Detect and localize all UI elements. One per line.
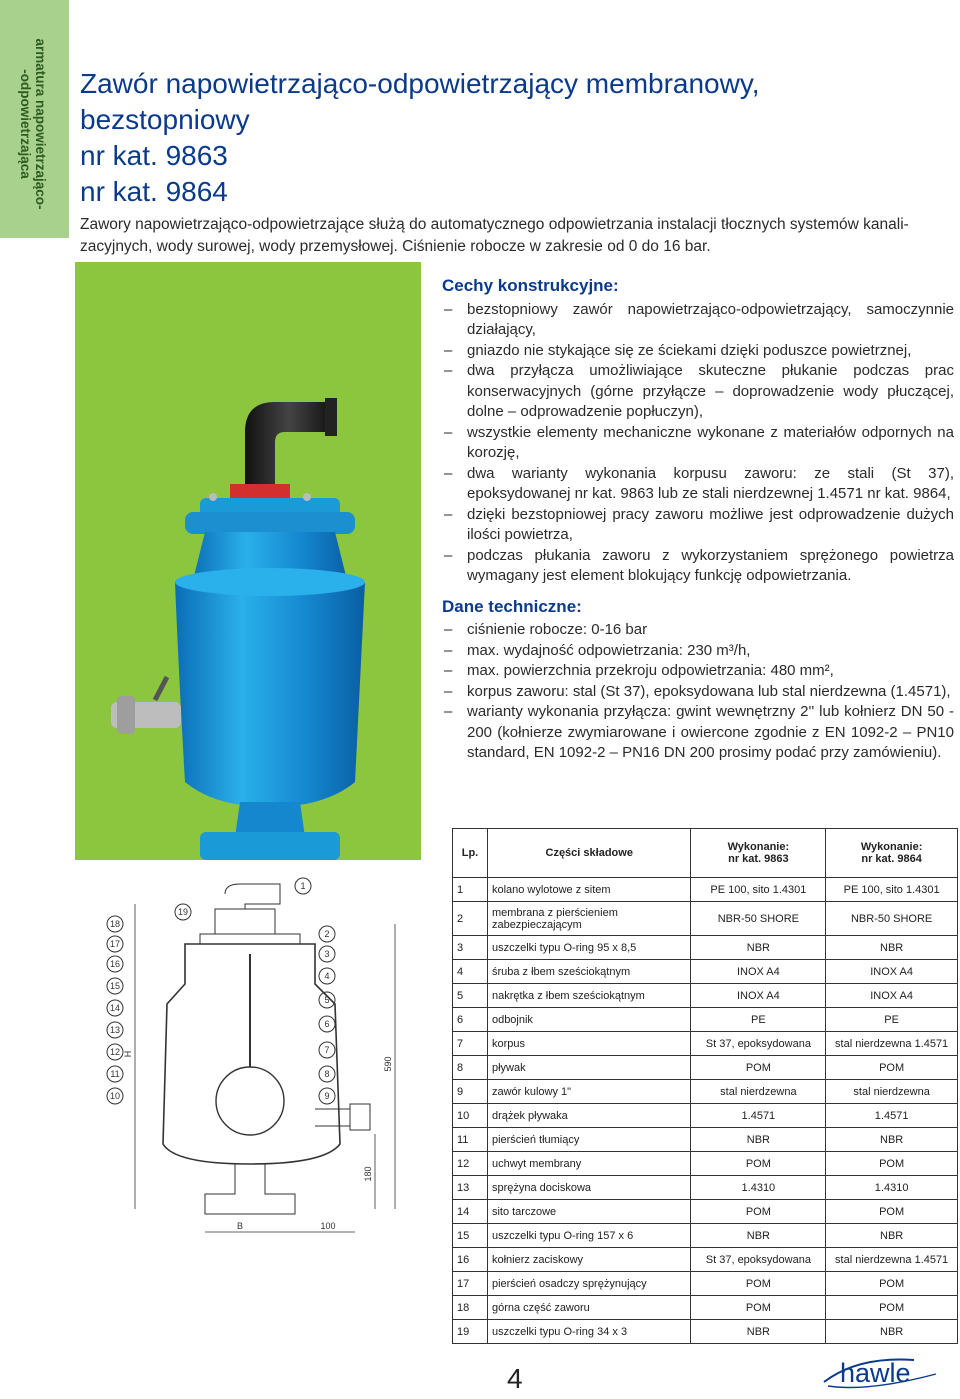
cell-9863: St 37, epoksydowana	[691, 1032, 826, 1056]
cell-part: sito tarczowe	[487, 1200, 691, 1224]
col-header-lp: Lp.	[453, 829, 488, 878]
feature-item: – dwa warianty wykonania korpusu zaworu: ze stali (St 37), epoksydowanej nr kat. 9863 lub ze stali nierdzewnej 1.4571 nr kat. 9864,	[442, 464, 954, 505]
cell-part: pierścień tłumiący	[487, 1128, 691, 1152]
cell-9863: POM	[691, 1056, 826, 1080]
dim-b: B	[236, 1221, 244, 1231]
callout-2: 2	[324, 929, 330, 939]
cell-part: korpus	[487, 1032, 691, 1056]
col-header-9864: Wykonanie: nr kat. 9864	[826, 829, 958, 878]
callout-15: 15	[109, 981, 121, 991]
callout-16: 16	[109, 959, 121, 969]
table-row	[453, 1176, 958, 1200]
feature-item: – bezstopniowy zawór napowietrzająco-odpowietrzający, samoczynnie działający,	[442, 300, 954, 341]
callout-8: 8	[324, 1069, 330, 1079]
callout-11: 11	[110, 1069, 120, 1079]
col-header-parts: Części składowe	[487, 829, 691, 878]
callout-1: 1	[300, 881, 306, 891]
cell-lp: 6	[453, 1008, 488, 1032]
cell-part: uchwyt membrany	[487, 1152, 691, 1176]
cell-9864: INOX A4	[826, 960, 958, 984]
cell-lp: 1	[453, 878, 488, 902]
hawle-logo	[818, 1352, 940, 1397]
callout-14: 14	[109, 1003, 121, 1013]
cell-9864: 1.4310	[826, 1176, 958, 1200]
dim-180: 180	[363, 1166, 373, 1182]
cell-9864: NBR	[826, 936, 958, 960]
cell-9863: POM	[691, 1272, 826, 1296]
table-row	[453, 936, 958, 960]
table-row	[453, 1224, 958, 1248]
cell-9864: PE	[826, 1008, 958, 1032]
cell-lp: 18	[453, 1296, 488, 1320]
cell-lp: 14	[453, 1200, 488, 1224]
cell-part: zawór kulowy 1"	[487, 1080, 691, 1104]
cell-part: pływak	[487, 1056, 691, 1080]
table-row	[453, 960, 958, 984]
hawle-logo-mark	[818, 1352, 940, 1392]
table-row	[453, 1320, 958, 1344]
features-column	[442, 276, 954, 774]
cell-lp: 9	[453, 1080, 488, 1104]
table-row	[453, 1104, 958, 1128]
tech-heading: Dane techniczne:	[442, 596, 582, 616]
cell-lp: 15	[453, 1224, 488, 1248]
cell-part: membrana z pierścieniem zabezpieczającym	[487, 902, 691, 936]
cell-part: kołnierz zaciskowy	[487, 1248, 691, 1272]
callout-5: 5	[324, 995, 330, 1005]
product-photo	[75, 262, 421, 860]
tech-item: – korpus zaworu: stal (St 37), epoksydowana lub stal nierdzewna (1.4571),	[442, 682, 954, 703]
cell-9864: 1.4571	[826, 1104, 958, 1128]
technical-drawing	[75, 864, 437, 1250]
callout-18: 18	[109, 919, 121, 929]
col-header-9863: Wykonanie: nr kat. 9863	[691, 829, 826, 878]
callout-17: 17	[109, 939, 121, 949]
callout-13: 13	[109, 1025, 121, 1035]
cell-9864: POM	[826, 1272, 958, 1296]
cell-9864: PE 100, sito 1.4301	[826, 878, 958, 902]
tech-list	[442, 620, 954, 764]
cell-9863: POM	[691, 1152, 826, 1176]
tech-item: – max. wydajność odpowietrzania: 230 m³/h,	[442, 641, 954, 662]
table-row	[453, 1008, 958, 1032]
cell-9864: POM	[826, 1152, 958, 1176]
cell-9863: 1.4571	[691, 1104, 826, 1128]
tech-item: – max. powierzchnia przekroju odpowietrzania: 480 mm²,	[442, 661, 954, 682]
feature-item: – dzięki bezstopniowej pracy zaworu możliwe jest odprowadzenie dużych ilości powietrza,	[442, 505, 954, 546]
cell-9864: NBR	[826, 1128, 958, 1152]
cell-lp: 8	[453, 1056, 488, 1080]
features-list	[442, 300, 954, 587]
cell-lp: 16	[453, 1248, 488, 1272]
cell-lp: 19	[453, 1320, 488, 1344]
callout-6: 6	[324, 1019, 330, 1029]
cell-9863: PE	[691, 1008, 826, 1032]
dim-590: 590	[383, 1056, 393, 1072]
callout-4: 4	[324, 971, 330, 981]
cell-9863: PE 100, sito 1.4301	[691, 878, 826, 902]
cell-lp: 11	[453, 1128, 488, 1152]
table-row	[453, 1056, 958, 1080]
table-row	[453, 1152, 958, 1176]
intro-paragraph: Zawory napowietrzająco-odpowietrzające służą do automatycznego odpowietrzania instalacji tłocznych systemów kanali- zacyjnych, wody surowej, wody przemysłowej. Ciśnienie robocze w zakresie od 0 do 16 bar.	[80, 216, 909, 255]
valve-illustration	[75, 262, 421, 860]
cell-9863: NBR	[691, 1320, 826, 1344]
title-line-3: nr kat. 9863	[80, 140, 228, 171]
cell-part: drążek pływaka	[487, 1104, 691, 1128]
feature-item: – podczas płukania zaworu z wykorzystaniem sprężonego powietrza wymagany jest element blokujący funkcję odpowietrzania.	[442, 546, 954, 587]
logo-text: hawle	[840, 1358, 911, 1388]
cell-part: odbojnik	[487, 1008, 691, 1032]
cell-9863: POM	[691, 1296, 826, 1320]
cell-9864: stal nierdzewna	[826, 1080, 958, 1104]
tech-item: – ciśnienie robocze: 0-16 bar	[442, 620, 954, 641]
cell-9864: NBR	[826, 1320, 958, 1344]
cell-lp: 2	[453, 902, 488, 936]
dim-100: 100	[320, 1221, 336, 1231]
dim-h: H	[123, 1050, 133, 1058]
cell-9863: NBR-50 SHORE	[691, 902, 826, 936]
feature-item: – wszystkie elementy mechaniczne wykonane z materiałów odpornych na korozję,	[442, 423, 954, 464]
table-row	[453, 1032, 958, 1056]
page-number: 4	[507, 1363, 523, 1394]
cell-9863: INOX A4	[691, 984, 826, 1008]
table-row	[453, 1128, 958, 1152]
cell-lp: 7	[453, 1032, 488, 1056]
title-line-4: nr kat. 9864	[80, 176, 228, 207]
cell-9864: POM	[826, 1200, 958, 1224]
cell-lp: 10	[453, 1104, 488, 1128]
table-row	[453, 902, 958, 936]
cell-part: pierścień osadczy sprężynujący	[487, 1272, 691, 1296]
cell-lp: 13	[453, 1176, 488, 1200]
cell-9864: NBR-50 SHORE	[826, 902, 958, 936]
callout-7: 7	[324, 1045, 330, 1055]
cell-lp: 12	[453, 1152, 488, 1176]
cell-9864: INOX A4	[826, 984, 958, 1008]
cell-part: sprężyna dociskowa	[487, 1176, 691, 1200]
cell-9863: NBR	[691, 1128, 826, 1152]
cell-9863: POM	[691, 1200, 826, 1224]
cell-9863: 1.4310	[691, 1176, 826, 1200]
title-line-2: bezstopniowy	[80, 104, 250, 135]
cell-part: kolano wylotowe z sitem	[487, 878, 691, 902]
table-row	[453, 878, 958, 902]
table-row	[453, 1080, 958, 1104]
section-tab-label: armatura napowietrzająco- -odpowietrzająca	[18, 38, 48, 210]
right-callouts	[175, 878, 335, 1104]
table-row	[453, 1248, 958, 1272]
callout-10: 10	[109, 1091, 121, 1101]
cell-9864: POM	[826, 1056, 958, 1080]
cross-section-svg	[75, 864, 437, 1250]
feature-item: – gniazdo nie stykające się ze ściekami dzięki poduszce powietrznej,	[442, 341, 954, 362]
callout-12: 12	[109, 1047, 121, 1057]
cell-9863: St 37, epoksydowana	[691, 1248, 826, 1272]
table-row	[453, 1200, 958, 1224]
cell-part: uszczelki typu O-ring 34 x 3	[487, 1320, 691, 1344]
cell-part: nakrętka z łbem sześciokątnym	[487, 984, 691, 1008]
cell-lp: 4	[453, 960, 488, 984]
cell-part: uszczelki typu O-ring 95 x 8,5	[487, 936, 691, 960]
cell-9863: stal nierdzewna	[691, 1080, 826, 1104]
parts-table	[452, 828, 958, 1344]
tech-item: – warianty wykonania przyłącza: gwint wewnętrzny 2'' lub kołnierz DN 50 - 200 (kołnierze zwymiarowane i owiercone zgodnie z EN 1092-2 – PN10 standard, EN 1092-2 – PN16 DN 200 prosimy podać przy zamówieniu).	[442, 702, 954, 764]
cell-part: górna część zaworu	[487, 1296, 691, 1320]
section-tab	[0, 0, 69, 238]
cell-9864: NBR	[826, 1224, 958, 1248]
cell-9864: stal nierdzewna 1.4571	[826, 1032, 958, 1056]
feature-item: – dwa przyłącza umożliwiające skuteczne płukanie podczas prac konserwacyjnych (górne przyłącze – doprowadzenie wody płuczącej, dolne – odprowadzenie popłuczyn),	[442, 361, 954, 423]
cell-9864: POM	[826, 1296, 958, 1320]
cell-9863: NBR	[691, 936, 826, 960]
callout-3: 3	[324, 949, 330, 959]
cell-lp: 17	[453, 1272, 488, 1296]
features-heading: Cechy konstrukcyjne:	[442, 276, 619, 295]
cell-part: śruba z łbem sześciokątnym	[487, 960, 691, 984]
cell-part: uszczelki typu O-ring 157 x 6	[487, 1224, 691, 1248]
table-row	[453, 1296, 958, 1320]
cell-lp: 5	[453, 984, 488, 1008]
cell-9863: NBR	[691, 1224, 826, 1248]
callout-9: 9	[324, 1091, 330, 1101]
cell-lp: 3	[453, 936, 488, 960]
table-row	[453, 984, 958, 1008]
cell-9864: stal nierdzewna 1.4571	[826, 1248, 958, 1272]
table-row	[453, 1272, 958, 1296]
title-line-1: Zawór napowietrzająco-odpowietrzający membranowy,	[80, 68, 760, 99]
cell-9863: INOX A4	[691, 960, 826, 984]
table-header-row	[453, 829, 958, 878]
page-title	[80, 66, 940, 210]
callout-19: 19	[177, 907, 189, 917]
